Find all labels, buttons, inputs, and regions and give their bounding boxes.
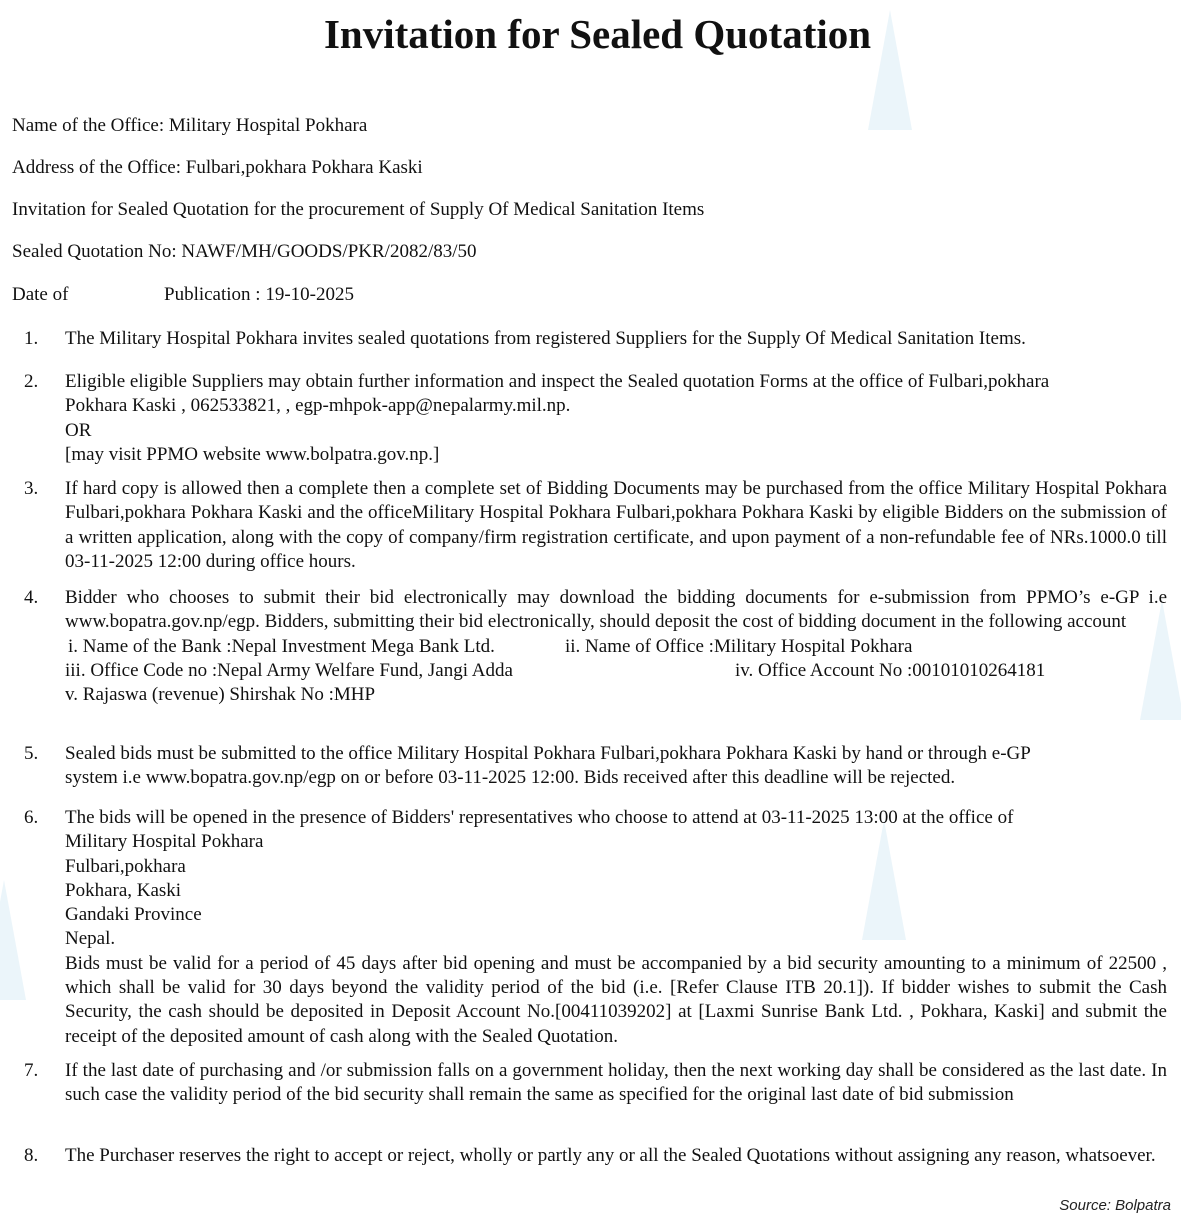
item-number: 2. [24, 371, 39, 392]
account-row [65, 635, 1167, 659]
page-title: Invitation for Sealed Quotation [323, 11, 872, 57]
item-text [65, 370, 1167, 467]
account-row [65, 683, 1167, 707]
item-text [65, 327, 1167, 351]
item-number: 6. [24, 807, 39, 828]
item-text [65, 806, 1167, 1049]
source-credit: Source: Bolpatra [1059, 1197, 1171, 1214]
item-paragraph: Bids must be valid for a period of 45 days after bid opening and must be accompanied by a bid security amounting to a minimum of 22500 , which shall be valid for 30 days beyond the validity period of the bid (i.e. [Refer Clause ITB 20.1]). If bidder wishes to submit the Cash Security, the cash should be deposited in Deposit Account No.[00411039202] at [Laxmi Sunrise Bank Ltd. , Pokhara, Kaski] and submit the receipt of the deposited amount of cash along with the Sealed Quotation. [65, 952, 1167, 1047]
rajaswa-head: v. Rajaswa (revenue) Shirshak No :MHP [65, 684, 376, 706]
item-line: Pokhara Kaski , 062533821, , egp-mhpok-app@nepalarmy.mil.np. [65, 395, 571, 417]
item-line: Sealed bids must be submitted to the office Military Hospital Pokhara Fulbari,pokhara Pokhara Kaski by hand or through e-GP [65, 743, 1031, 764]
item-paragraph: If hard copy is allowed then a complete then a complete set of Bidding Documents may be purchased from the office Military Hospital Pokhara Fulbari,pokhara Pokhara Kaski and the officeMilitary Hospital Pokhara Fulbari,pokhara Pokhara Kaski by eligible Bidders on the submission of a written application, along with the copy of company/firm registration certificate, and upon payment of a non-refundable fee of NRs.1000.0 till 03-11-2025 12:00 during office hours. [65, 478, 1167, 572]
item-line: Military Hospital Pokhara [65, 831, 264, 853]
item-line: Fulbari,pokhara [65, 855, 186, 877]
publication-date: Publication : 19-10-2025 [164, 284, 354, 305]
office-name-account: ii. Name of Office :Military Hospital Pokhara [565, 635, 913, 657]
office-name: Name of the Office: Military Hospital Pokhara [12, 115, 368, 136]
date-label: Date of [12, 284, 69, 305]
invitation-subject: Invitation for Sealed Quotation for the procurement of Supply Of Medical Sanitation Items [12, 199, 705, 220]
office-code: iii. Office Code no :Nepal Army Welfare Fund, Jangi Adda [65, 659, 513, 681]
item-paragraph: Bidder who chooses to submit their bid electronically may download the bidding documents for e-submission from PPMO’s e-GP i.e www.bopatra.gov.np/egp. Bidders, submitting their bid electronically, should deposit the cost of bidding document in the following account [65, 587, 1167, 633]
account-row [65, 659, 1167, 683]
item-number: 7. [24, 1060, 39, 1081]
item-text [65, 477, 1167, 574]
office-account-number: iv. Office Account No :00101010264181 [735, 659, 1046, 681]
item-number: 1. [24, 328, 39, 349]
item-number: 8. [24, 1145, 39, 1166]
item-paragraph: If the last date of purchasing and /or submission falls on a government holiday, then the next working day shall be considered as the last date. In such case the validity period of the bid security shall remain the same as specified for the original last date of bid submission [65, 1060, 1167, 1106]
item-text [65, 1059, 1167, 1108]
item-text [65, 742, 1167, 791]
item-line: Pokhara, Kaski [65, 879, 182, 901]
item-line: The bids will be opened in the presence of Bidders' representatives who choose to attend at 03-11-2025 13:00 at the office of [65, 807, 1014, 828]
item-line: system i.e www.bopatra.gov.np/egp on or before 03-11-2025 12:00. Bids received after this deadline will be rejected. [65, 767, 956, 789]
item-line: Gandaki Province [65, 904, 202, 926]
item-line: Eligible eligible Suppliers may obtain further information and inspect the Sealed quotation Forms at the office of Fulbari,pokhara [65, 371, 1050, 392]
item-line: The Military Hospital Pokhara invites sealed quotations from registered Suppliers for the Supply Of Medical Sanitation Items. [65, 328, 1026, 349]
item-line: [may visit PPMO website www.bolpatra.gov.np.] [65, 443, 440, 465]
item-line: OR [65, 419, 92, 441]
item-text [65, 586, 1167, 707]
item-paragraph: The Purchaser reserves the right to accept or reject, wholly or partly any or all the Sealed Quotations without assigning any reason, whatsoever. [65, 1145, 1156, 1166]
publication-date-row [12, 283, 354, 307]
bank-name: i. Name of the Bank :Nepal Investment Mega Bank Ltd. [68, 635, 495, 657]
office-address: Address of the Office: Fulbari,pokhara Pokhara Kaski [12, 157, 423, 178]
quotation-number: Sealed Quotation No: NAWF/MH/GOODS/PKR/2082/83/50 [12, 241, 477, 262]
item-number: 4. [24, 587, 39, 608]
item-number: 5. [24, 743, 39, 764]
item-text [65, 1144, 1167, 1168]
item-number: 3. [24, 478, 39, 499]
watermark-arrow-icon [0, 880, 26, 1000]
item-line: Nepal. [65, 928, 116, 950]
